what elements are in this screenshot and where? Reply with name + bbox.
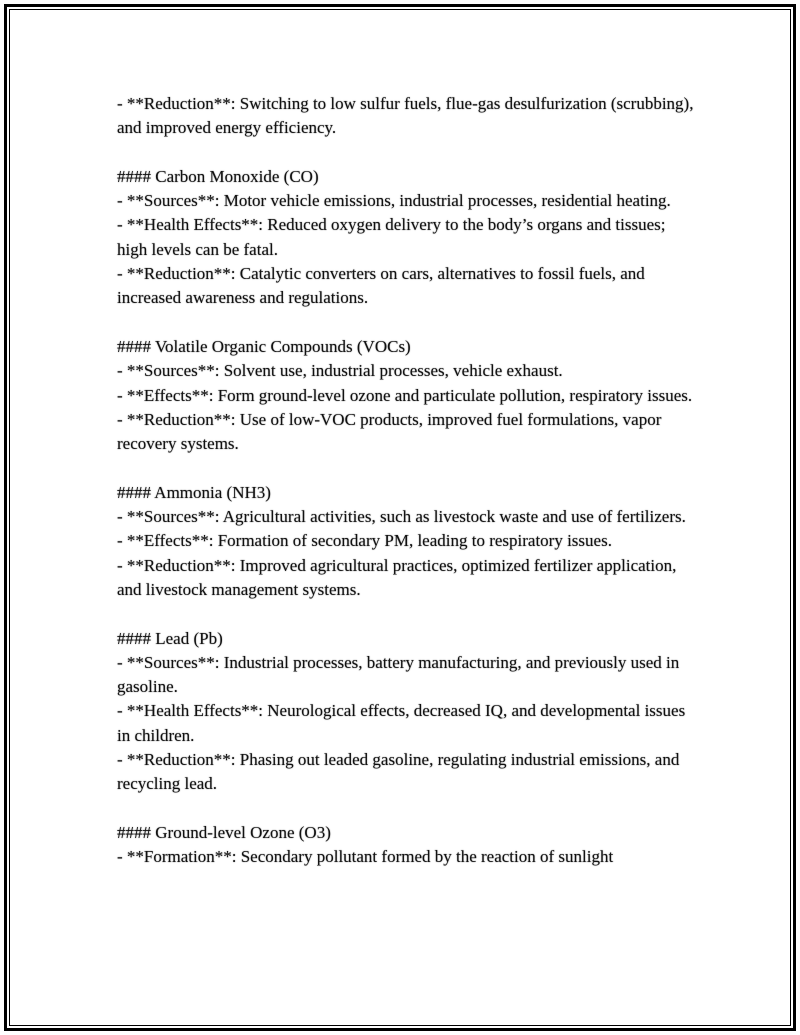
section-heading: #### Lead (Pb) bbox=[117, 628, 223, 648]
section-heading: #### Ground-level Ozone (O3) bbox=[117, 822, 331, 842]
reduction-line: - **Reduction**: Use of low-VOC products, improved fuel formulations, vapor recovery systems. bbox=[117, 409, 662, 454]
effects-line: - **Effects**: Form ground-level ozone and particulate pollution, respiratory issues. bbox=[117, 385, 693, 405]
reduction-line: - **Reduction**: Catalytic converters on cars, alternatives to fossil fuels, and increased awareness and regulations. bbox=[117, 264, 645, 308]
sources-line: - **Sources**: Motor vehicle emissions, industrial processes, residential heating. bbox=[117, 191, 671, 211]
health-effects-line: - **Health Effects**: Reduced oxygen delivery to the body’s organs and tissues; high levels can be fatal. bbox=[117, 215, 666, 259]
reduction-line: - **Reduction**: Phasing out leaded gasoline, regulating industrial emissions, and recycling lead. bbox=[117, 750, 680, 794]
effects-line: - **Effects**: Formation of secondary PM, leading to respiratory issues. bbox=[117, 531, 612, 551]
formation-line: - **Formation**: Secondary pollutant formed by the reaction of sunlight bbox=[117, 847, 614, 867]
document-body bbox=[117, 92, 697, 870]
sources-line: - **Sources**: Solvent use, industrial processes, vehicle exhaust. bbox=[117, 361, 563, 381]
section-heading: #### Volatile Organic Compounds (VOCs) bbox=[117, 336, 411, 356]
sources-line: - **Sources**: Agricultural activities, such as livestock waste and use of fertilizers. bbox=[117, 507, 686, 527]
paragraph-gap bbox=[117, 311, 697, 335]
paragraph-gap bbox=[117, 797, 697, 821]
paragraph-gap bbox=[117, 141, 697, 165]
section-heading: #### Ammonia (NH3) bbox=[117, 482, 271, 502]
health-effects-line: - **Health Effects**: Neurological effects, decreased IQ, and developmental issues in children. bbox=[117, 701, 686, 745]
paragraph-gap bbox=[117, 456, 697, 480]
reduction-line: - **Reduction**: Switching to low sulfur fuels, flue-gas desulfurization (scrubbing), and improved energy efficiency. bbox=[117, 94, 694, 138]
section-heading: #### Carbon Monoxide (CO) bbox=[117, 166, 319, 186]
reduction-line: - **Reduction**: Improved agricultural practices, optimized fertilizer application, and livestock management systems. bbox=[117, 555, 677, 599]
paragraph-gap bbox=[117, 602, 697, 626]
sources-line: - **Sources**: Industrial processes, battery manufacturing, and previously used in gasoline. bbox=[117, 652, 680, 697]
